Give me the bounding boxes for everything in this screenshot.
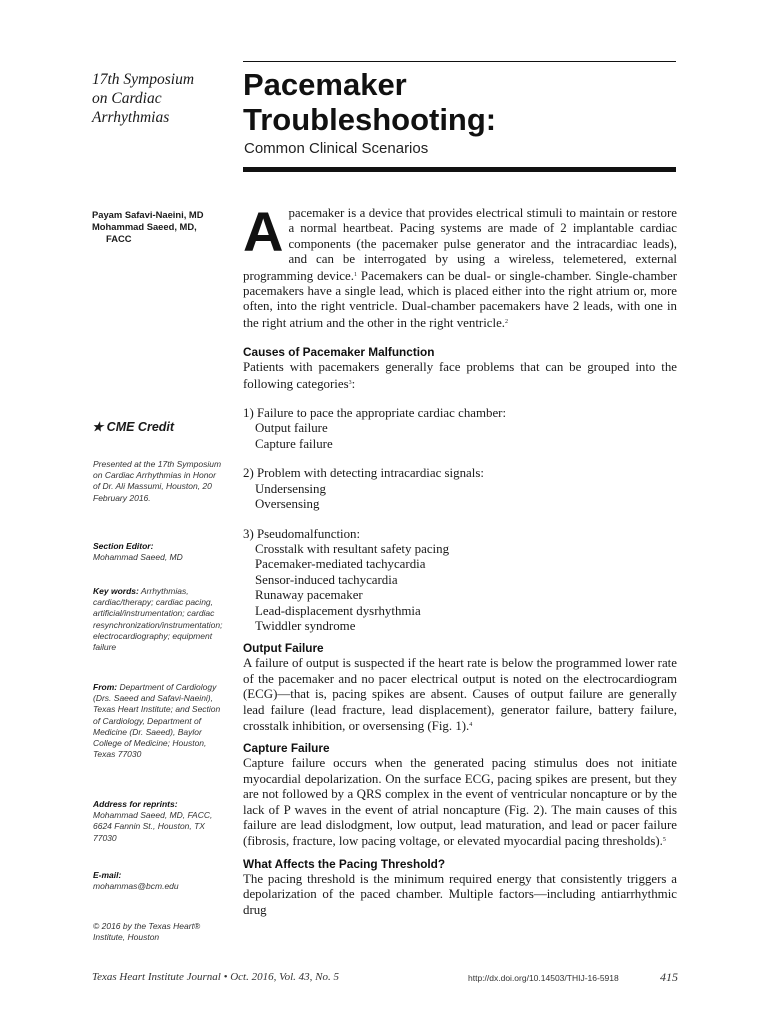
section-heading-capture: Capture Failure: [243, 741, 330, 756]
author-credential: FACC: [106, 233, 132, 244]
causes-paragraph: [243, 360, 677, 392]
intro-paragraph: [243, 200, 677, 331]
presented-note: Presented at the 17th Symposium on Cardiac Arrhythmias in Honor of Dr. Ali Massumi, Houston, 20 February 2016.: [93, 459, 222, 503]
causes-text: Patients with pacemakers generally face problems that can be grouped into the following categories: [243, 360, 677, 391]
author-name: Payam Safavi-Naeini, MD: [92, 209, 204, 220]
section-editor: [93, 541, 225, 563]
category-item: Lead-displacement dysrhythmia: [255, 603, 421, 618]
symposium-line: Arrhythmias: [92, 109, 170, 126]
article-title: [243, 67, 683, 137]
footer-doi-link[interactable]: http://dx.doi.org/10.14503/THIJ-16-5918: [468, 973, 619, 983]
section-heading-output: Output Failure: [243, 641, 324, 656]
cme-credit-label: ★ CME Credit: [92, 420, 175, 434]
author-name: Mohammad Saeed, MD,: [92, 221, 197, 232]
category-item: Sensor-induced tachycardia: [255, 572, 398, 587]
author-list: [92, 209, 232, 245]
page-number: 415: [660, 970, 678, 984]
capture-paragraph: [243, 756, 677, 849]
causes-colon: :: [351, 376, 356, 391]
title-line-1: Pacemaker: [243, 67, 407, 102]
capture-text: Capture failure occurs when the generated pacing stimulus does not initiate myocardial depolarization. On the surface ECG, pacing spikes are present, but they are not followed by a QRS complex in the event of ventricular noncapture or by the lack of P waves in the event of atrial noncapture (Fig. 2). The main causes of this failure are lead dislodgment, low output, lead maturation, and lead or pacer failure (fibrosis, fracture, low pacing voltage, or elevated myocardial pacing thresholds).: [243, 756, 677, 849]
intro-text-2: Pacemakers can be dual- or single-chamber. Single-chamber pacemakers have a single lead, which is placed either into the right atrium or, more often, into the right ventricle. Dual-chamber pacemakers have 2 leads, with one in the right atrium and the other in the right ventricle.: [243, 268, 677, 330]
category-item: Runaway pacemaker: [255, 588, 363, 603]
category-list-1: [243, 406, 677, 452]
reprint-address-label: Address for reprints:: [93, 799, 178, 809]
section-heading-causes: Causes of Pacemaker Malfunction: [243, 345, 435, 360]
section-editor-label: Section Editor:: [93, 541, 154, 551]
intro-text: pacemaker is a device that provides electrical stimuli to maintain or restore a normal heartbeat. Pacing systems are made of 2 implantable cardiac components (the pacemaker pulse generator and the intracardiac leads), and can be interrogated by using a wireless, telemetered, external programming device.: [243, 206, 677, 283]
keywords-value: Arrhythmias, cardiac/therapy; cardiac pacing, artificial/instrumentation; cardiac resynchronization/instrumentation; electrocardiography; equipment failure: [93, 586, 223, 653]
category-title: 1) Failure to pace the appropriate cardiac chamber:: [243, 406, 507, 421]
reference-marker[interactable]: 4: [469, 721, 473, 728]
reference-marker[interactable]: 1: [353, 271, 357, 278]
category-item: Oversensing: [255, 497, 320, 512]
affiliation: [93, 682, 225, 760]
section-heading-threshold: What Affects the Pacing Threshold?: [243, 856, 446, 871]
affiliation-value: Department of Cardiology (Drs. Saeed and Safavi-Naeini), Texas Heart Institute; and Section of Cardiology, Department of Medicine (Dr. Saeed), Baylor College of Medicine; Houston, Texas 77030: [93, 682, 221, 760]
reference-marker[interactable]: 3: [348, 379, 352, 386]
reference-marker[interactable]: 5: [662, 837, 666, 844]
top-rule: [243, 61, 676, 62]
keywords-label: Key words:: [93, 586, 139, 596]
email-block: [93, 870, 225, 892]
article-subtitle: Common Clinical Scenarios: [244, 140, 429, 157]
article-body: [243, 200, 677, 918]
symposium-label: [92, 70, 232, 127]
title-line-2: Troubleshooting:: [243, 102, 497, 137]
drop-cap: A: [243, 200, 284, 263]
category-item: Pacemaker-mediated tachycardia: [255, 557, 426, 572]
category-item: Undersensing: [255, 481, 326, 496]
category-list-3: [243, 527, 677, 635]
section-editor-value: Mohammad Saeed, MD: [93, 552, 183, 563]
affiliation-label: From:: [93, 682, 118, 692]
symposium-line: on Cardiac: [92, 90, 162, 107]
title-rule: [243, 167, 676, 172]
category-list-2: [243, 466, 677, 512]
email-link[interactable]: mohammas@bcm.edu: [93, 881, 179, 892]
output-text: A failure of output is suspected if the heart rate is below the programmed lower rate of the pacemaker and no pacer electrical output is noted on the electrocardiogram (ECG)—that is, pacing spikes are absent. Causes of output failure are generally lead failure (lead fracture, lead displacement), generator failure, battery failure, crosstalk inhibition, or oversensing (Fig. 1).: [243, 656, 677, 733]
symposium-line: 17th Symposium: [92, 71, 195, 88]
copyright-note: © 2016 by the Texas Heart® Institute, Houston: [93, 921, 201, 943]
footer-journal: Texas Heart Institute Journal • Oct. 2016, Vol. 43, No. 5: [92, 971, 339, 983]
category-item: Output failure: [255, 421, 328, 436]
reference-marker[interactable]: 2: [505, 318, 509, 325]
output-paragraph: [243, 656, 677, 734]
keywords: [93, 586, 225, 653]
reprint-address-value: Mohammad Saeed, MD, FACC, 6624 Fannin St., Houston, TX 77030: [93, 810, 213, 843]
email-label: E-mail:: [93, 870, 122, 880]
threshold-paragraph: The pacing threshold is the minimum required energy that consistently triggers a depolarization of the paced chamber. Multiple factors—including antiarrhythmic drug: [243, 871, 677, 917]
category-title: 2) Problem with detecting intracardiac signals:: [243, 466, 484, 481]
reprint-address: [93, 799, 225, 844]
category-item: Crosstalk with resultant safety pacing: [255, 541, 450, 556]
category-item: Capture failure: [255, 436, 333, 451]
category-item: Twiddler syndrome: [255, 618, 356, 633]
category-title: 3) Pseudomalfunction:: [243, 526, 361, 541]
